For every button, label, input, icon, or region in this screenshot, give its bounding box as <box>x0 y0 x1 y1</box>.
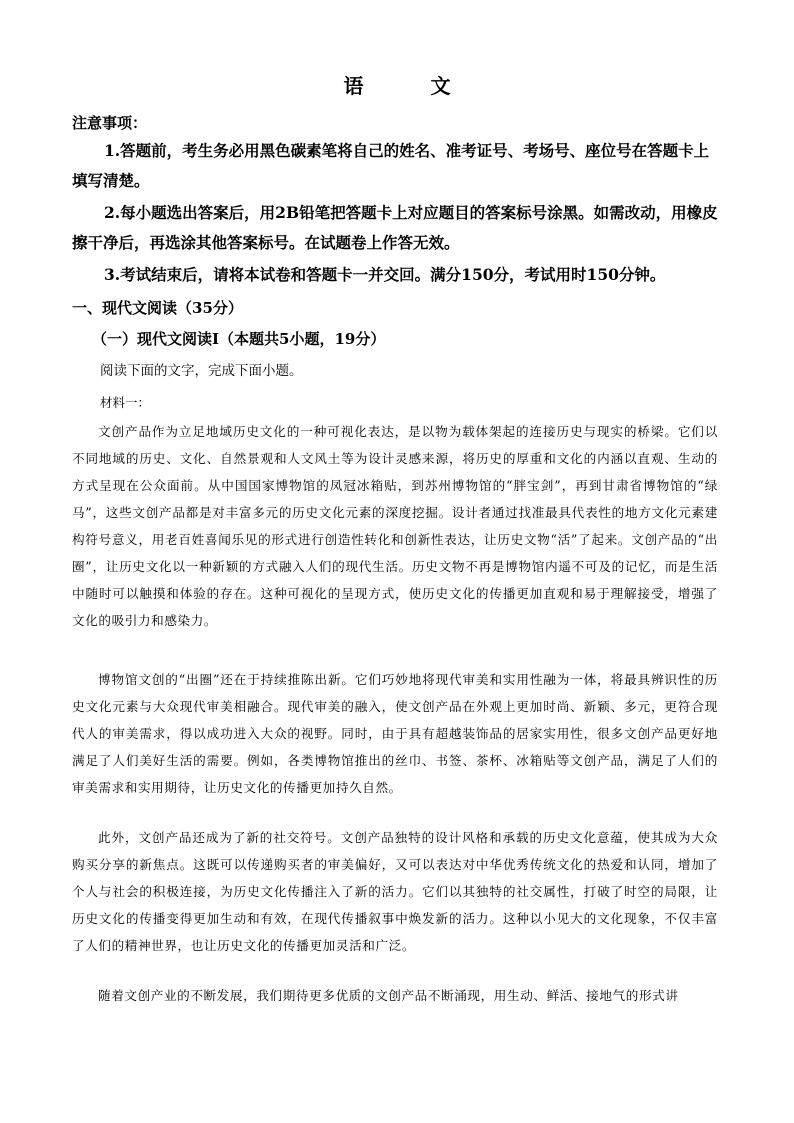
material-paragraph-4: 随着文创产业的不断发展，我们期待更多优质的文创产品不断涌现，用生动、鲜活、接地气的形式讲 <box>98 988 679 1003</box>
material-label: 材料一： <box>100 395 151 410</box>
notice-item-2: 2.每小题选出答案后，用2B铅笔把答题卡上对应题目的答案标号涂黑。如需改动，用橡皮擦干净后，再选涂其他答案标号。在试题卷上作答无效。 <box>72 203 718 252</box>
section-title: 一、现代文阅读（35分） <box>72 299 243 317</box>
reading-instruction: 阅读下面的文字，完成下面小题。 <box>100 363 303 379</box>
notice-item-3: 3.考试结束后，请将本试卷和答题卡一并交回。满分150分，考试用时150分钟。 <box>104 265 666 284</box>
notice-item-1: 1.答题前，考生务必用黑色碳素笔将自己的姓名、准考证号、考场号、座位号在答题卡上填写清楚。 <box>72 141 710 190</box>
subsection-title: （一）现代文阅读Ⅰ（本题共5小题，19分） <box>92 330 386 348</box>
material-paragraph-2: 博物馆文创的“出圈”还在于持续推陈出新。它们巧妙地将现代审美和实用性融为一体，将最具辨识性的历史文化元素与大众现代审美相融合。现代审美的融入，使文创产品在外观上更加时尚、新颖、多元，更符合现代人的审美需求，得以成功进入大众的视野。同时，由于具有超越装饰品的居家实用性，很多文创产品更好地满足了人们美好生活的需要。例如，各类博物馆推出的丝巾、书签、茶杯、冰箱贴等文创产品，满足了人们的审美需求和实用期待，让历史文化的传播更加持久自然。 <box>72 672 718 795</box>
material-paragraph-1: 文创产品作为立足地域历史文化的一种可视化表达，是以物为载体架起的连接历史与现实的桥梁。它们以不同地域的历史、文化、自然景观和人文风土等为设计灵感来源，将历史的厚重和文化的内涵以直观、生动的方式呈现在公众面前。从中国国家博物馆的凤冠冰箱贴，到苏州博物馆的“胖宝剑”，再到甘肃省博物馆的“绿马”，这些文创产品都是对丰富多元的历史文化元素的深度挖掘。设计者通过找准最具代表性的地方文化元素建构符号意义，用老百姓喜闻乐见的形式进行创造性转化和创新性表达，让历史文物“活”了起来。文创产品的“出圈”，让历史文化以一种新颖的方式融入人们的现代生活。历史文物不再是博物馆内遥不可及的记忆，而是生活中随时可以触摸和体验的存在。这种可视化的呈现方式，使历史文化的传播更加直观和易于理解接受，增强了文化的吸引力和感染力。 <box>72 424 718 628</box>
page-title: 语 文 <box>343 74 481 98</box>
material-paragraph-3: 此外，文创产品还成为了新的社交符号。文创产品独特的设计风格和承载的历史文化意蕴，使其成为大众购买分享的新焦点。这既可以传递购买者的审美偏好，又可以表达对中华优秀传统文化的热爱和认同，增加了个人与社会的积极连接，为历史文化传播注入了新的活力。它们以其独特的社交属性，打破了时空的局限，让历史文化的传播变得更加生动和有效，在现代传播叙事中焕发新的活力。这种以小见大的文化现象，不仅丰富了人们的精神世界，也让历史文化的传播更加灵活和广泛。 <box>72 830 718 953</box>
notice-heading: 注意事项： <box>72 114 148 132</box>
